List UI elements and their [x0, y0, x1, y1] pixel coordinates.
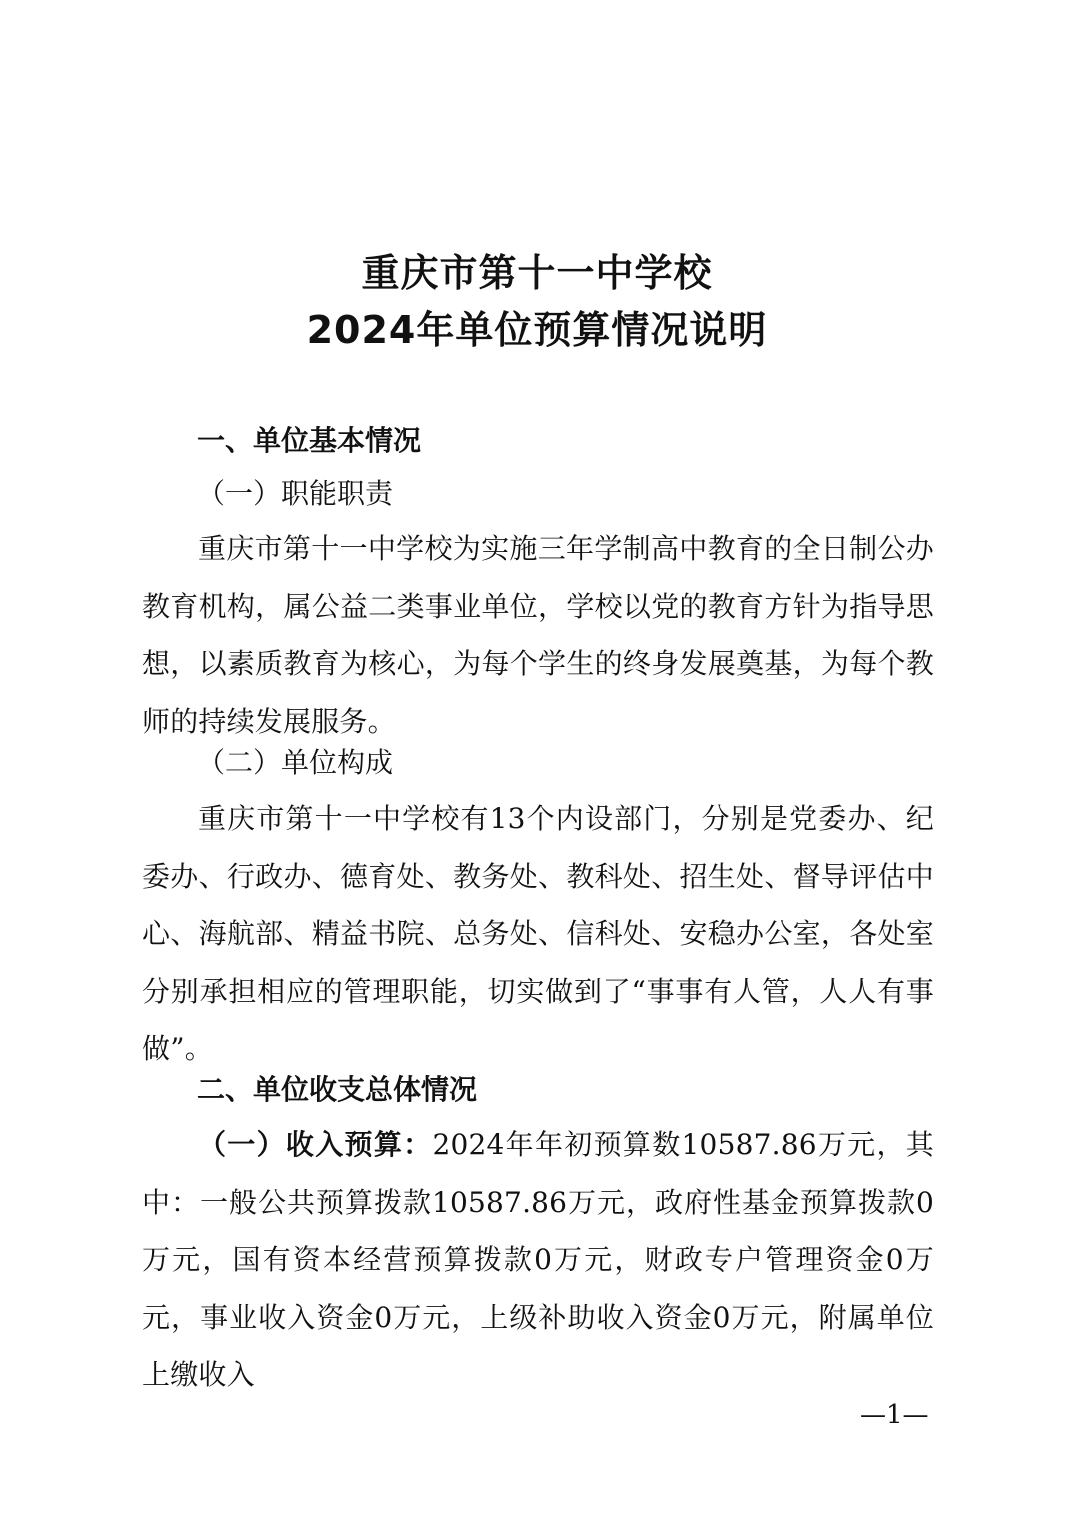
page-number: —1— — [860, 1400, 929, 1430]
document-title-line1: 重庆市第十一中学校 — [361, 251, 713, 295]
section2-heading: 二、单位收支总体情况 — [197, 1073, 478, 1106]
section1-sub2-heading: （二）单位构成 — [197, 746, 394, 779]
section2-sub1-text: 2024年年初预算数10587.86万元，其中：一般公共预算拨款10587.86万元，政府性基金预算拨款0万元，国有资本经营预算拨款0万元，财政专户管理资金0万元，事业收入资金0万元，上级补助收入资金0万元，附属单位上缴收入 — [142, 1128, 934, 1391]
section2-sub1-lead: （一）收入预算： — [198, 1128, 433, 1161]
section2-sub1-paragraph — [142, 1116, 934, 1404]
document-title-line2: 2024年单位预算情况说明 — [306, 308, 768, 352]
section1-heading: 一、单位基本情况 — [197, 424, 422, 457]
section1-sub2-paragraph: 重庆市第十一中学校有13个内设部门，分别是党委办、纪委办、行政办、德育处、教务处、教科处、招生处、督导评估中心、海航部、精益书院、总务处、信科处、安稳办公室，各处室分别承担相应的管理职能，切实做到了“事事有人管，人人有事做”。 — [142, 802, 934, 1065]
section1-sub1-paragraph: 重庆市第十一中学校为实施三年学制高中教育的全日制公办教育机构，属公益二类事业单位，学校以党的教育方针为指导思想，以素质教育为核心，为每个学生的终身发展奠基，为每个教师的持续发展服务。 — [142, 532, 934, 738]
section1-sub1-heading: （一）职能职责 — [197, 477, 394, 510]
